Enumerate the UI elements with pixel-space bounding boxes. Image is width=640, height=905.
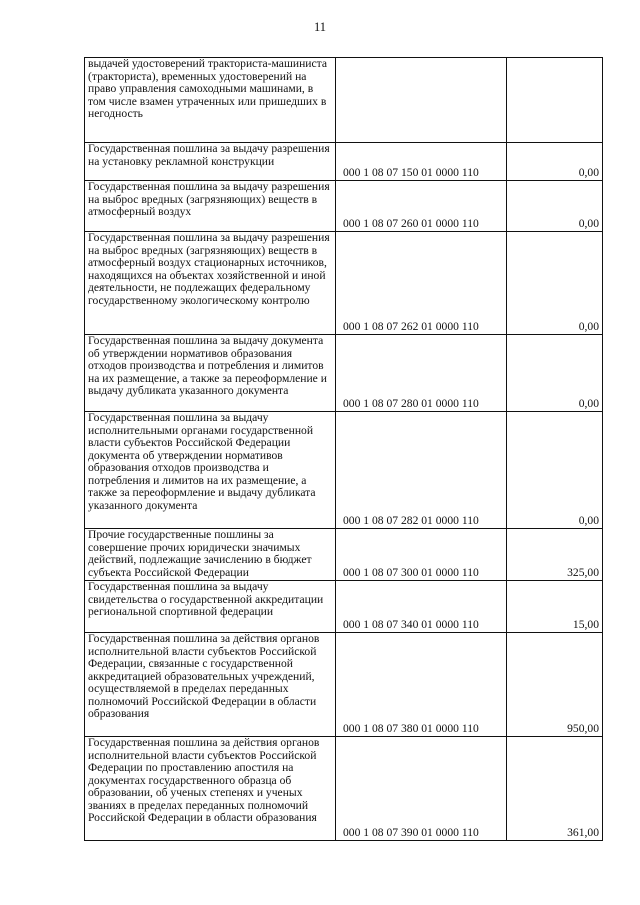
fee-amount: 0,00 (578, 396, 599, 410)
fee-code-cell (336, 232, 507, 335)
fee-amount-cell (507, 737, 603, 841)
fee-description: Государственная пошлина за выдачу исполнительными органами государственной власти субъектов Российской Федерации документа об утверждении нормативов образования отходов производства и потребления и лимитов на их размещение, а также за переоформление и выдачу дубликата указанного документа (88, 411, 316, 512)
table-row (85, 58, 603, 143)
table-row (85, 335, 603, 412)
fee-description: Государственная пошлина за действия органов исполнительной власти субъектов Российской Федерации, связанные с государственной аккредитацией образовательных учреждений, осуществляемой в пределах переданных полномочий Российской Федерации в области образования (88, 632, 320, 720)
fee-amount: 361,00 (567, 825, 599, 839)
fee-amount-cell (507, 58, 603, 143)
fee-description-cell (85, 581, 336, 633)
fee-description: выдачей удостоверений тракториста-машиниста (тракториста), временных удостоверений на право управления самоходными машинами, в том числе взамен утраченных или пришедших в негодность (88, 57, 327, 120)
fee-amount-cell (507, 412, 603, 529)
fee-description: Государственная пошлина за выдачу свидетельства о государственной аккредитации региональной спортивной федерации (88, 580, 324, 618)
fee-amount: 950,00 (567, 721, 599, 735)
table-row (85, 529, 603, 581)
fee-description-cell (85, 412, 336, 529)
fee-amount-cell (507, 335, 603, 412)
fee-amount: 15,00 (572, 617, 599, 631)
fee-description: Государственная пошлина за действия органов исполнительной власти субъектов Российской Федерации по проставлению апостиля на документах государственного образца об образовании, об ученых степенях и ученых званиях в пределах переданных полномочий Российской Федерации в области образования (88, 736, 320, 824)
table-row (85, 737, 603, 841)
fee-code-cell (336, 143, 507, 181)
fee-amount-cell (507, 181, 603, 232)
fee-code-cell (336, 335, 507, 412)
fee-description-cell (85, 335, 336, 412)
fee-code-cell (336, 737, 507, 841)
fee-amount: 0,00 (578, 319, 599, 333)
fee-description-cell (85, 737, 336, 841)
table-row (85, 181, 603, 232)
fee-code-cell (336, 633, 507, 737)
fee-code: 000 1 08 07 260 01 0000 110 (343, 216, 479, 230)
fee-code-cell (336, 529, 507, 581)
fee-amount: 0,00 (578, 216, 599, 230)
fees-table (84, 57, 603, 841)
fee-code-cell (336, 412, 507, 529)
table-row (85, 232, 603, 335)
table-row (85, 633, 603, 737)
fee-description: Государственная пошлина за выдачу документа об утверждении нормативов образования отходов производства и потребления и лимитов на их размещение, а также за переоформление и выдачу дубликата указанного документа (88, 334, 327, 397)
fee-code-cell (336, 581, 507, 633)
fee-description: Государственная пошлина за выдачу разрешения на выброс вредных (загрязняющих) веществ в атмосферный воздух (88, 180, 330, 218)
fee-amount-cell (507, 633, 603, 737)
fee-amount: 325,00 (567, 565, 599, 579)
fee-description: Государственная пошлина за выдачу разрешения на выброс вредных (загрязняющих) веществ в атмосферный воздух стационарных источников, находящихся на объектах хозяйственной и иной деятельности, не подлежащих федеральному государственному экологическому контролю (88, 231, 330, 307)
page-number: 11 (313, 20, 327, 34)
fee-amount-cell (507, 232, 603, 335)
fee-code: 000 1 08 07 280 01 0000 110 (343, 396, 479, 410)
fee-description-cell (85, 143, 336, 181)
fee-description-cell (85, 181, 336, 232)
fee-amount: 0,00 (578, 513, 599, 527)
fee-description-cell (85, 58, 336, 143)
fee-description-cell (85, 529, 336, 581)
table-row (85, 143, 603, 181)
fee-code: 000 1 08 07 300 01 0000 110 (343, 565, 479, 579)
fee-code-cell (336, 181, 507, 232)
fee-description: Государственная пошлина за выдачу разрешения на установку рекламной конструкции (88, 142, 330, 168)
fee-amount-cell (507, 143, 603, 181)
fee-code: 000 1 08 07 340 01 0000 110 (343, 617, 479, 631)
fee-amount-cell (507, 529, 603, 581)
table-row (85, 412, 603, 529)
fee-code: 000 1 08 07 282 01 0000 110 (343, 513, 479, 527)
fee-code: 000 1 08 07 380 01 0000 110 (343, 721, 479, 735)
fee-code: 000 1 08 07 390 01 0000 110 (343, 825, 479, 839)
fee-description-cell (85, 633, 336, 737)
fee-amount: 0,00 (578, 165, 599, 179)
table-row (85, 581, 603, 633)
fees-table-body (85, 58, 603, 841)
fee-amount-cell (507, 581, 603, 633)
fee-code-cell (336, 58, 507, 143)
fee-description-cell (85, 232, 336, 335)
fee-description: Прочие государственные пошлины за совершение прочих юридически значимых действий, подлежащие зачислению в бюджет субъекта Российской Федерации (88, 528, 312, 579)
fee-code: 000 1 08 07 262 01 0000 110 (343, 319, 479, 333)
fee-code: 000 1 08 07 150 01 0000 110 (343, 165, 479, 179)
